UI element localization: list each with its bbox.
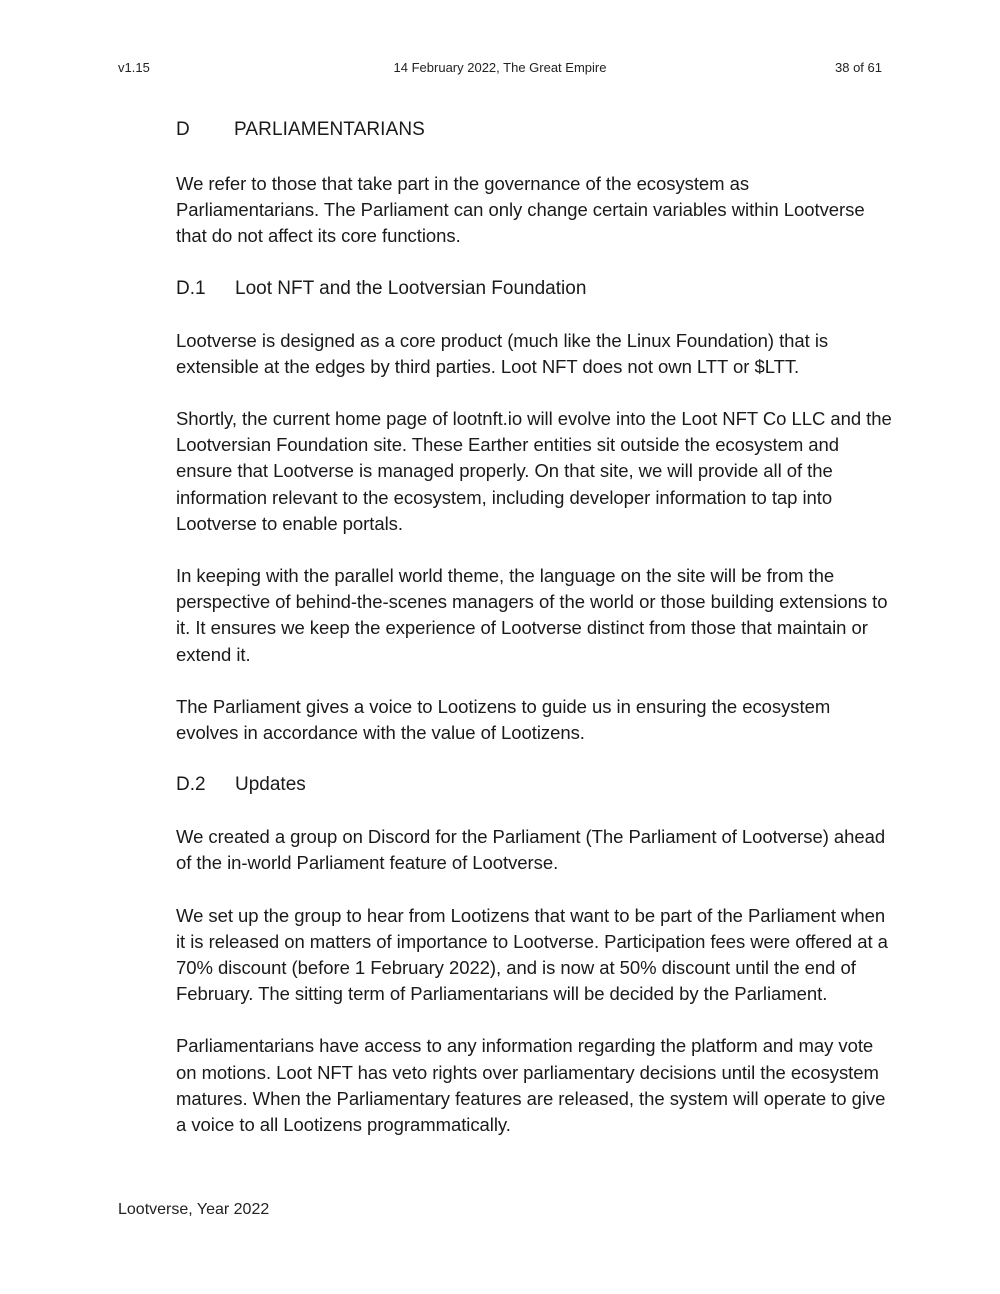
subsection-number: D.1 — [176, 277, 206, 299]
page-number: 38 of 61 — [835, 60, 882, 75]
section-letter: D — [176, 119, 190, 140]
subsection-title: Loot NFT and the Lootversian Foundation — [235, 277, 587, 299]
section-title: PARLIAMENTARIANS — [234, 119, 425, 140]
date-line: 14 February 2022, The Great Empire — [393, 60, 607, 75]
document-body — [176, 117, 896, 1164]
paragraph: We set up the group to hear from Lootizens that want to be part of the Parliament when it is released on matters of importance to Lootverse. Participation fees were offered at a 70% discount (before 1 February 2022), and is now at 50% discount until the end of February. The sitting term of Parliamentarians will be decided by the Parliament. — [176, 904, 888, 1005]
page-header — [118, 60, 882, 78]
section-intro-paragraph: We refer to those that take part in the governance of the ecosystem as Parliamentarians. The Parliament can only change certain variables within Lootverse that do not affect its core functions. — [176, 173, 865, 247]
subsection-heading-d1 — [176, 276, 896, 302]
subsection-number: D.2 — [176, 774, 206, 796]
paragraph: Lootverse is designed as a core product (much like the Linux Foundation) that is extensible at the edges by third parties. Loot NFT does not own LTT or $LTT. — [176, 329, 829, 377]
paragraph: The Parliament gives a voice to Lootizens to guide us in ensuring the ecosystem evolves in accordance with the value of Lootizens. — [176, 695, 831, 744]
paragraph: In keeping with the parallel world theme, the language on the site will be from the perspective of behind-the-scenes managers of the world or those building extensions to it. It ensures we keep the experience of Lootverse distinct from those that maintain or extend it. — [176, 565, 888, 665]
subsection-heading-d2 — [176, 772, 896, 798]
section-heading — [176, 117, 896, 143]
version-label: v1.15 — [118, 60, 150, 75]
page-footer: Lootverse, Year 2022 — [118, 1201, 270, 1218]
subsection-title: Updates — [235, 774, 306, 796]
paragraph: We created a group on Discord for the Parliament (The Parliament of Lootverse) ahead of the in-world Parliament feature of Lootverse. — [176, 826, 886, 874]
paragraph: Shortly, the current home page of lootnft.io will evolve into the Loot NFT Co LLC and the Lootversian Foundation site. These Earther entities sit outside the ecosystem and ensure that Lootverse is managed properly. On that site, we will provide all of the information relevant to the ecosystem, including developer information to tap into Lootverse to enable portals. — [176, 408, 892, 534]
paragraph: Parliamentarians have access to any information regarding the platform and may vote on motions. Loot NFT has veto rights over parliamentary decisions until the ecosystem matures. When the Parliamentary features are released, the system will operate to give a voice to all Lootizens programmatically. — [176, 1035, 886, 1136]
